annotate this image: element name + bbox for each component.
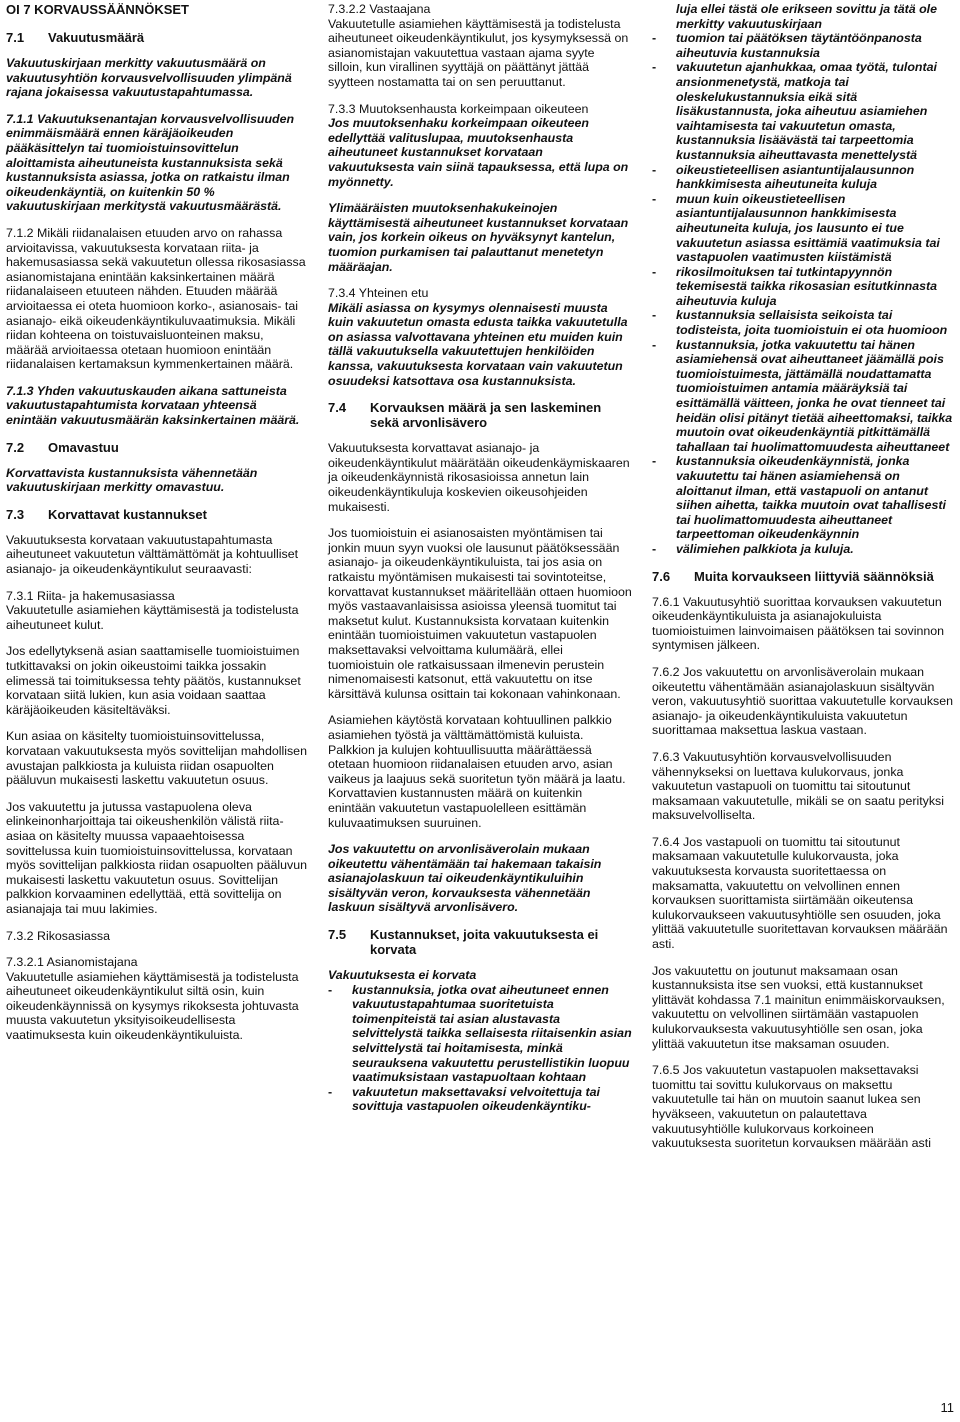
- paragraph-7-3-4: Mikäli asiassa on kysymys olennaisesti muusta kuin vakuutetun omasta edusta taikka vakuutetulla on asiassa valvottavana yhteinen etu muiden kuin tällä vakuutuksella vakuutettujen henkilöiden kanssa, vakuutuksesta korvataan vain vakuutetun osuudeksi katsottava osa kustannuksista.: [328, 300, 628, 388]
- section-number: 7.4: [328, 400, 347, 416]
- paragraph-7-1-2: 7.1.2 Mikäli riidanalaisen etuuden arvo on rahassa arvioitavissa, vakuutuksesta korvataan riita- ja hakemusasiassa sekä vakuutetun ollessa rikosasiassa asianomistajana enintään kaksinkertainen määrä riidanalaiseen etuuteen nähden. Etuuden määrää arvioitaessa ei oteta huomioon korko-, asianosais- tai asianajo- eikä oikeudenkäyntikuluvaatimuksia. Mikäli riidan kohteena on toistuvaisluonteinen maksu, määrää arvioitaessa otetaan huomioon enintään riidanalaisen kertamaksun kymmenkertainen määrä.: [6, 225, 306, 372]
- paragraph-7-2: Korvattavista kustannuksista vähennetään vakuutuskirjaan merkitty omavastuu.: [6, 465, 258, 495]
- paragraph-7-3-3: Jos muutoksenhaku korkeimpaan oikeuteen edellyttää valituslupaa, muutoksenhausta aiheutuneet kustannukset korvataan vakuutuksesta vain siinä tapauksessa, että lupa on myönnetty.: [328, 116, 629, 189]
- chapter-heading: [6, 2, 308, 17]
- section-title: Muita korvaukseen liittyviä säännöksiä: [694, 568, 934, 584]
- paragraph-7-6-4-b: Jos vakuutettu on joutunut maksamaan osan kustannuksista itse sen vuoksi, että kustannukset ylittävät kohdassa 7.1 mainitun enimmäiskorvauksen, vakuutettu on velvollinen siirtämään vastapuolen kulukorvauksesta vakuutusyhtiölle sen osan, joka ylittää vakuutetun itse maksaman osuuden.: [652, 963, 945, 1051]
- paragraph-7-5-intro: Vakuutuksesta ei korvata: [328, 968, 477, 983]
- page-number: 11: [940, 1400, 954, 1415]
- paragraph-7-6-5: 7.6.5 Jos vakuutetun vastapuolen maksettavaksi tuomittu tai sovittu kulukorvaus on maksettu vakuutetulle tai hän on muutoin saanut lukea sen hyväkseen, vakuutetun on palautettava vakuutusyhtiölle kulukorvaus korkoineen vakuutuksesta suoritetun korvauksen määrään asti: [652, 1063, 931, 1151]
- subheading-7-3-2-1: 7.3.2.1 Asianomistajana: [6, 955, 138, 970]
- list-item: - kustannuksia oikeudenkäynnistä, jonka vakuutettu tai hänen asiamiehensä on aloittanut ilman, että vastapuoli on antanut siihen aihetta, taikka muutoin ovat tahallisesti tai huolimattomuudesta aiheuttaneet tarpeettoman oikeudenkäynnin: [652, 454, 946, 542]
- paragraph-7-6-2: 7.6.2 Jos vakuutettu on arvonlisäverolain mukaan oikeutettu vähentämään asianajolaskuun sisältyvän veron, vakuutusyhtiö suorittaa vakuutetulle korvauksen asianajo- ja oikeudenkäyntikuluista vakuutetun suorittamaa maksettua laskua vastaan.: [652, 664, 953, 738]
- subheading-7-3-2: 7.3.2 Rikosasiassa: [6, 928, 110, 943]
- paragraph-7-1-intro: Vakuutuskirjaan merkitty vakuutusmäärä on vakuutusyhtiön korvausvelvollisuuden ylimpänä rajana jokaisessa vakuutustapahtumassa.: [6, 56, 292, 100]
- paragraph-7-6-4: 7.6.4 Jos vastapuoli on tuomittu tai sitoutunut maksamaan vakuutetulle kulukorvausta, joka vakuutuksesta korvausta suoritettaessa on maksamatta, vakuutettu on velvollinen ennen korvauksen suorittamista siirtämään oikeutensa kulukorvaukseen vakuutusyhtiölle sen osuuden, joka ylittää vakuutetulle suoritettavan korvauksen määrään asti.: [652, 834, 948, 952]
- exclusions-list: [328, 983, 632, 1114]
- paragraph-7-3-1: Vakuutetulle asiamiehen käyttämisestä ja todistelusta aiheutuneet kulut.: [6, 603, 299, 632]
- list-item: - kustannuksia, jotka vakuutettu tai hänen asiamiehensä ovat aiheuttaneet jäämällä pois tuomioistuimesta, jättämällä noudattamatta tuomioistuimen antamia määräyksiä tai esittämällä väitteen, jonka he ovat tienneet tai heidän olisi pitänyt tietää aiheettomaksi, taikka muutoin ovat oikeudenkäyntiä pitkittämällä tahallaan tai huolimattomuudesta aiheuttaneet: [652, 337, 953, 454]
- section-number: 7.2: [6, 439, 25, 455]
- list-item: - oikeustieteellisen asiantuntijalausunnon hankkimisesta aiheutuneita kuluja: [652, 162, 915, 192]
- list-item: - rikosilmoituksen tai tutkintapyynnön tekemisestä taikka rikosasian esitutkinnasta aiheutuvia kuluja: [652, 264, 938, 308]
- list-item: - kustannuksia sellaisista seikoista tai todisteista, joita tuomioistuin ei ota huomioon: [652, 308, 948, 338]
- section-title: Korvauksen määrä ja sen laskeminen sekä arvonlisävero: [370, 400, 602, 431]
- section-title: Kustannukset, joita vakuutuksesta ei korvata: [370, 927, 599, 958]
- paragraph-7-6-1: 7.6.1 Vakuutusyhtiö suorittaa korvauksen vakuutetun oikeudenkäyntikuluista ja asianajokuluista tuomioistuimen lainvoimaisen päätöksen tai sovinnon syntymisen jälkeen.: [652, 594, 945, 653]
- subheading-7-3-4: 7.3.4 Yhteinen etu: [328, 286, 429, 301]
- list-item: - tuomion tai päätöksen täytäntöönpanosta aiheutuvia kustannuksia: [652, 31, 922, 60]
- paragraph-7-4-d: Jos vakuutettu on arvonlisäverolain mukaan oikeutettu vähentämään tai hakemaan takaisin asianajolaskuun tai oikeudenkäyntikuluihin sisältyvän veron, korvauksesta vähennetään laskuun sisältyvä arvonlisävero.: [328, 842, 602, 915]
- section-7-1-heading: [6, 30, 308, 45]
- list-item: - vakuutetun ajanhukkaa, omaa työtä, tulontai ansionmenetystä, matkoja tai oleskelukustannuksia eikä sitä lisäkustannusta, joka aiheutuu asiamiehen vaihtamisesta tai vakuutetun omasta, kustannuksia lisäävästä tai tarpeettomia kustannuksia aiheuttavasta menettelystä: [652, 60, 937, 162]
- subheading-7-3-1: 7.3.1 Riita- ja hakemusasiassa: [6, 588, 175, 603]
- list-item: luja ellei tästä ole erikseen sovittu ja tätä ole merkitty vakuutuskirjaan: [676, 2, 937, 31]
- section-number: 7.5: [328, 927, 347, 943]
- paragraph-7-1-3: 7.1.3 Yhden vakuutuskauden aikana sattuneista vakuutustapahtumista korvataan yhteensä enintään vakuutusmäärän kaksinkertainen määrä.: [6, 383, 300, 428]
- section-7-4-heading: [328, 400, 632, 430]
- list-item: - muun kuin oikeustieteellisen asiantuntijalausunnon hankkimisesta aiheutuneita kuluja, jos lausunto ei tue vakuutetun asiassa esittämiä vaatimuksia tai vastapuolen vaatimusten kiistämistä: [652, 191, 940, 265]
- subheading-7-3-2-2: 7.3.2.2 Vastaajana: [328, 2, 431, 16]
- column-right: [652, 0, 956, 1163]
- section-7-5-heading: [328, 927, 632, 957]
- paragraph-7-4-c: Asiamiehen käytöstä korvataan kohtuullinen palkkio asiamiehen työstä ja välttämättömistä kuluista. Palkkion ja kulujen kohtuullisuutta määrättäessä otetaan huomioon riidanalaisen etuuden arvo, asian vaikeus ja laajuus sekä suoritetun työn määrä ja laatu. Korvattavien kustannusten määrä on kuitenkin enintään vakuutetun vastapuolelleen esittämän kuluvaatimuksen suuruinen.: [328, 713, 626, 830]
- paragraph-7-6-3: 7.6.3 Vakuutusyhtiön korvausvelvollisuuden vähennykseksi on luettava kulukorvaus, jonka vakuutetun vastapuoli on tuomittu tai sitoutunut maksamaan vakuutetulle, mikäli se on saatu perityksi maksuvelvolliselta.: [652, 749, 945, 823]
- section-title: Omavastuu: [48, 439, 119, 455]
- column-middle: [328, 0, 632, 1126]
- list-item: - vakuutetun maksettavaksi velvoitettuja tai sovittuja vastapuolen oikeudenkäyntiku-: [328, 1084, 600, 1114]
- list-item: - välimiehen palkkiota ja kuluja.: [652, 541, 854, 556]
- paragraph-7-3-1-d: Jos vakuutettu ja jutussa vastapuolena oleva elinkeinonharjoittaja tai oikeushenkilön välistä riita-asiaa on käsitelty muussa vapaaehtoisessa sovittelussa kuin tuomioistuinsovittelussa, korvataan myös sovittelijan palkkiosta riidan osapuolten pääluvun mukaisesti laskettu vakuutetun osuus. Sovittelijan palkkion korvaaminen edellyttää, että sovittelija on asianajaja tai muu lakimies.: [6, 799, 307, 916]
- chapter-heading-text: OI 7 KORVAUSSÄÄNNÖKSET: [6, 2, 189, 17]
- paragraph-7-3: Vakuutuksesta korvataan vakuutustapahtumasta aiheutuneet vakuutetun välttämättömät ja kohtuulliset asianajo- ja oikeudenkäyntikulut seuraavasti:: [6, 532, 299, 577]
- paragraph-7-3-1-c: Kun asiaa on käsitelty tuomioistuinsovittelussa, korvataan vakuutuksesta myös sovittelijan mahdollisen avustajan palkkiosta ja kuluista riidan osapuolten pääluvun mukaisesti laskettu vakuutetun osuus.: [6, 729, 307, 788]
- section-number: 7.1: [6, 30, 25, 45]
- section-number: 7.6: [652, 568, 671, 584]
- paragraph-7-4-a: Vakuutuksesta korvattavat asianajo- ja oikeudenkäyntikulut määrätään oikeudenkäymiskaaren ja oikeudenkäynnistä rikosasioissa annetun lain oikeudenkäyntikuluja koskevien oikeusohjeiden mukaisesti.: [328, 441, 630, 514]
- paragraph-7-3-1-b: Jos edellytyksenä asian saattamiselle tuomioistuimen tutkittavaksi on jokin oikeustoimi taikka jossakin elimessä tai toimituksessa tehty päätös, kustannukset korvataan siitä lukien, kun asia voidaan saattaa käräjäoikeuden käsiteltäväksi.: [6, 644, 301, 717]
- section-number: 7.3: [6, 506, 25, 522]
- paragraph-7-3-2-1: Vakuutetulle asiamiehen käyttämisestä ja todistelusta aiheutuneet oikeudenkäyntikulut siltä osin, kuin oikeudenkäynnissä on kysymys rikoksesta johtuvasta muusta vakuutetun yksityisoikeudellisesta vaatimuksesta kuin oikeudenkäyntikuluista.: [6, 969, 299, 1043]
- section-title: Vakuutusmäärä: [48, 30, 145, 45]
- exclusions-list-continued: [652, 2, 956, 557]
- paragraph-7-3-3-b: Ylimääräisten muutoksenhakukeinojen käyttämisestä aiheutuneet kustannukset korvataan vain, jos korkein oikeus on hyväksynyt kantelun, tuomion purkamisen tai palauttanut menetetyn määräajan.: [328, 201, 629, 274]
- section-7-2-heading: [6, 440, 308, 455]
- paragraph-7-1-1: 7.1.1 Vakuutuksenantajan korvausvelvollisuuden enimmäismäärä ennen käräjäoikeuden pääkäsittelyn tai tuomioistuinsovittelun aloittamista aiheutuneista kustannuksista sekä kustannuksista asiassa, jotka on ratkaistu ilman oikeudenkäyntiä, on kuitenkin 50 % vakuutuskirjaan merkitystä vakuutusmäärästä.: [6, 111, 295, 214]
- list-item: - kustannuksia, jotka ovat aiheutuneet ennen vakuutustapahtumaa suoritetuista toimenpiteistä tai asian alustavasta selvittelystä taikka sellaisesta riitaisenkin asian selvittelystä tai hoitamisesta, minkä seurauksena vakuutettu perustellistikin luopuu vaatimuksistaan vastapuoltaan kohtaan: [328, 982, 632, 1085]
- paragraph-7-4-b: Jos tuomioistuin ei asianosaisten myöntämisen tai jonkin muun syyn vuoksi ole lausunut päätöksessään asianajo- ja oikeudenkäyntikuluista, tai jos asia on ratkaistu myöntämisen mukaisesti tai sovintoteitse, korvattavat kustannukset määritellään ottaen huomioon myös vastaavanlaisissa asioissa yleensä tuomitut tai maksetut kulut. Kustannuksista korvataan kuitenkin enintään tuomioistuimen vakuutetun vastapuolen maksettavaksi velvoittama kulumäärä, ellei tuomioistuin ole ratkaisussaan ilmenevin perustein nimenomaisesti katsonut, että vakuutettu on itse kärsittävä kulunsa osittain tai kokonaan vahinkonaan.: [328, 526, 632, 701]
- section-7-3-heading: [6, 507, 308, 522]
- section-title: Korvattavat kustannukset: [48, 506, 207, 522]
- section-7-6-heading: [652, 569, 956, 584]
- subheading-7-3-3: 7.3.3 Muutoksenhausta korkeimpaan oikeuteen: [328, 101, 589, 116]
- paragraph-7-3-2-2: Vakuutetulle asiamiehen käyttämisestä ja todistelusta aiheutuneet oikeudenkäyntikulut, jos kysymyksessä on asianomistajan vakuutettua vastaan ajama syyte silloin, kun virallinen syyttäjä on päättänyt jättää syytteen nostamatta tai on sen peruuttanut.: [328, 16, 629, 89]
- column-left: [6, 0, 308, 1055]
